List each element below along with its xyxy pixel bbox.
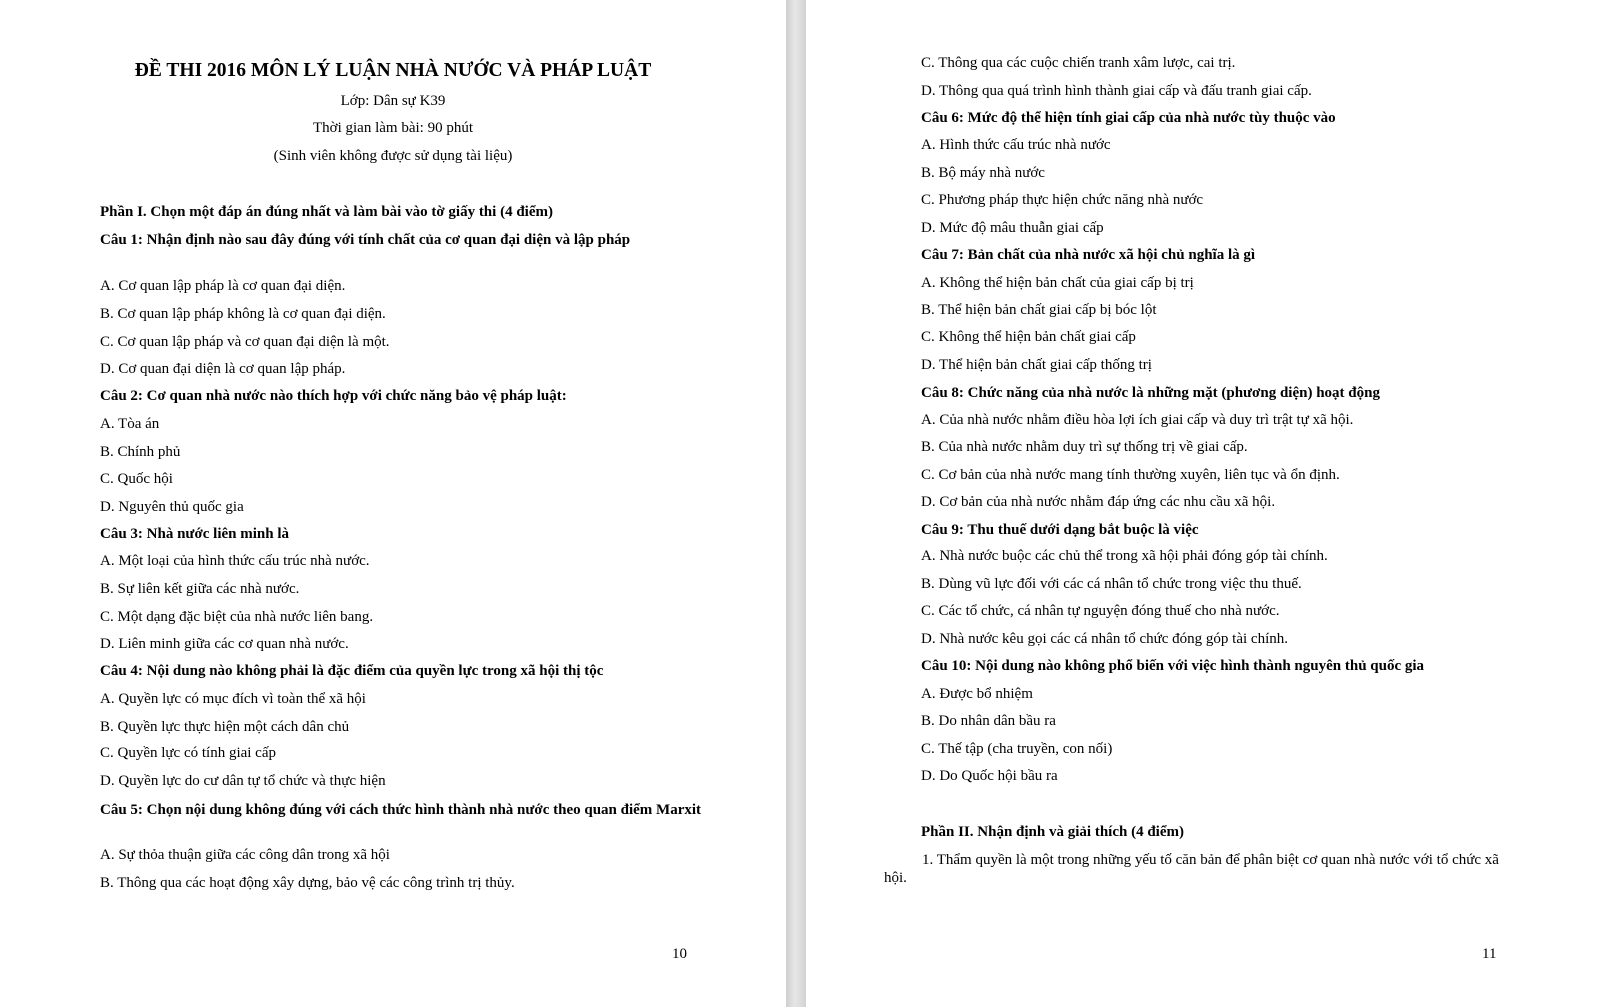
question-10: Câu 10: Nội dung nào không phổ biến với việc hình thành nguyên thủ quốc gia bbox=[921, 658, 1425, 674]
exam-class: Lớp: Dân sự K39 bbox=[340, 93, 446, 109]
question-3: Câu 3: Nhà nước liên minh là bbox=[100, 526, 290, 542]
question-3-option-d: D. Liên minh giữa các cơ quan nhà nước. bbox=[100, 636, 349, 652]
document-page-right bbox=[806, 0, 1600, 1007]
question-1-option-d: D. Cơ quan đại diện là cơ quan lập pháp. bbox=[100, 361, 346, 377]
question-9-option-a: A. Nhà nước buộc các chủ thể trong xã hội phải đóng góp tài chính. bbox=[921, 548, 1328, 564]
page-number-left: 10 bbox=[672, 946, 687, 962]
question-5: Câu 5: Chọn nội dung không đúng với cách thức hình thành nhà nước theo quan điểm Marxit bbox=[100, 802, 702, 818]
part2-heading: Phần II. Nhận định và giải thích (4 điểm) bbox=[921, 824, 1184, 840]
question-2-option-d: D. Nguyên thủ quốc gia bbox=[100, 499, 244, 515]
question-10-option-c: C. Thế tập (cha truyền, con nối) bbox=[921, 741, 1113, 757]
question-2-option-b: B. Chính phủ bbox=[100, 444, 181, 460]
question-9-option-c: C. Các tổ chức, cá nhân tự nguyện đóng thuế cho nhà nước. bbox=[921, 603, 1280, 619]
question-4: Câu 4: Nội dung nào không phải là đặc điểm của quyền lực trong xã hội thị tộc bbox=[100, 663, 604, 679]
question-4-option-c: C. Quyền lực có tính giai cấp bbox=[100, 745, 277, 761]
question-10-option-b: B. Do nhân dân bầu ra bbox=[921, 713, 1056, 729]
exam-time: Thời gian làm bài: 90 phút bbox=[313, 120, 473, 136]
question-9-option-d: D. Nhà nước kêu gọi các cá nhân tổ chức đóng góp tài chính. bbox=[921, 631, 1288, 647]
question-7-option-d: D. Thể hiện bản chất giai cấp thống trị bbox=[921, 357, 1152, 373]
question-3-option-b: B. Sự liên kết giữa các nhà nước. bbox=[100, 581, 300, 597]
question-7-option-a: A. Không thể hiện bản chất của giai cấp bị trị bbox=[921, 275, 1194, 291]
question-7-option-c: C. Không thể hiện bản chất giai cấp bbox=[921, 329, 1136, 345]
question-8-option-d: D. Cơ bản của nhà nước nhằm đáp ứng các nhu cầu xã hội. bbox=[921, 494, 1276, 510]
question-2-option-a: A. Tòa án bbox=[100, 416, 160, 432]
question-5-option-b: B. Thông qua các hoạt động xây dựng, bảo vệ các công trình trị thủy. bbox=[100, 875, 515, 891]
question-8-option-c: C. Cơ bản của nhà nước mang tính thường xuyên, liên tục và ổn định. bbox=[921, 467, 1340, 483]
question-2: Câu 2: Cơ quan nhà nước nào thích hợp với chức năng bảo vệ pháp luật: bbox=[100, 388, 567, 404]
page-gutter bbox=[786, 0, 806, 1007]
question-6-option-c: C. Phương pháp thực hiện chức năng nhà nước bbox=[921, 192, 1204, 208]
question-1-option-c: C. Cơ quan lập pháp và cơ quan đại diện là một. bbox=[100, 334, 390, 350]
question-6-option-a: A. Hình thức cấu trúc nhà nước bbox=[921, 137, 1111, 153]
exam-title: ĐỀ THI 2016 MÔN LÝ LUẬN NHÀ NƯỚC VÀ PHÁP LUẬT bbox=[134, 60, 652, 81]
question-3-option-a: A. Một loại của hình thức cấu trúc nhà nước. bbox=[100, 553, 370, 569]
question-4-option-a: A. Quyền lực có mục đích vì toàn thể xã hội bbox=[100, 691, 366, 707]
part1-heading: Phần I. Chọn một đáp án đúng nhất và làm bài vào tờ giấy thi (4 điểm) bbox=[100, 204, 553, 220]
question-10-option-a: A. Được bổ nhiệm bbox=[921, 686, 1033, 702]
question-9-option-b: B. Dùng vũ lực đối với các cá nhân tổ chức trong việc thu thuế. bbox=[921, 576, 1302, 592]
question-7-option-b: B. Thể hiện bản chất giai cấp bị bóc lột bbox=[921, 302, 1157, 318]
question-1: Câu 1: Nhận định nào sau đây đúng với tính chất của cơ quan đại diện và lập pháp bbox=[100, 232, 631, 248]
question-3-option-c: C. Một dạng đặc biệt của nhà nước liên bang. bbox=[100, 609, 374, 625]
question-1-option-a: A. Cơ quan lập pháp là cơ quan đại diện. bbox=[100, 278, 346, 294]
question-4-option-b: B. Quyền lực thực hiện một cách dân chủ bbox=[100, 719, 350, 735]
question-6-option-b: B. Bộ máy nhà nước bbox=[921, 165, 1045, 181]
question-6: Câu 6: Mức độ thể hiện tính giai cấp của nhà nước tùy thuộc vào bbox=[921, 110, 1336, 126]
question-2-option-c: C. Quốc hội bbox=[100, 471, 173, 487]
page-number-right: 11 bbox=[1482, 946, 1497, 962]
question-4-option-d: D. Quyền lực do cư dân tự tổ chức và thực hiện bbox=[100, 773, 386, 789]
question-8-option-a: A. Của nhà nước nhằm điều hòa lợi ích giai cấp và duy trì trật tự xã hội. bbox=[921, 412, 1354, 428]
document-page-left bbox=[0, 0, 786, 1007]
question-5-option-a: A. Sự thỏa thuận giữa các công dân trong xã hội bbox=[100, 847, 390, 863]
question-7: Câu 7: Bản chất của nhà nước xã hội chủ nghĩa là gì bbox=[921, 247, 1256, 263]
question-8-option-b: B. Của nhà nước nhằm duy trì sự thống trị về giai cấp. bbox=[921, 439, 1248, 455]
question-6-option-d: D. Mức độ mâu thuẫn giai cấp bbox=[921, 220, 1104, 236]
question-9: Câu 9: Thu thuế dưới dạng bắt buộc là việc bbox=[921, 522, 1199, 538]
question-5-option-d: D. Thông qua quá trình hình thành giai cấp và đấu tranh giai cấp. bbox=[921, 83, 1312, 99]
question-10-option-d: D. Do Quốc hội bầu ra bbox=[921, 768, 1058, 784]
exam-note: (Sinh viên không được sử dụng tài liệu) bbox=[273, 148, 513, 164]
part2-item-1: 1. Thẩm quyền là một trong những yếu tố căn bản để phân biệt cơ quan nhà nước với tổ chức xã hội. bbox=[884, 852, 1499, 886]
question-8: Câu 8: Chức năng của nhà nước là những mặt (phương diện) hoạt động bbox=[921, 385, 1380, 401]
question-5-option-c: C. Thông qua các cuộc chiến tranh xâm lược, cai trị. bbox=[921, 55, 1236, 71]
question-1-option-b: B. Cơ quan lập pháp không là cơ quan đại diện. bbox=[100, 306, 386, 322]
